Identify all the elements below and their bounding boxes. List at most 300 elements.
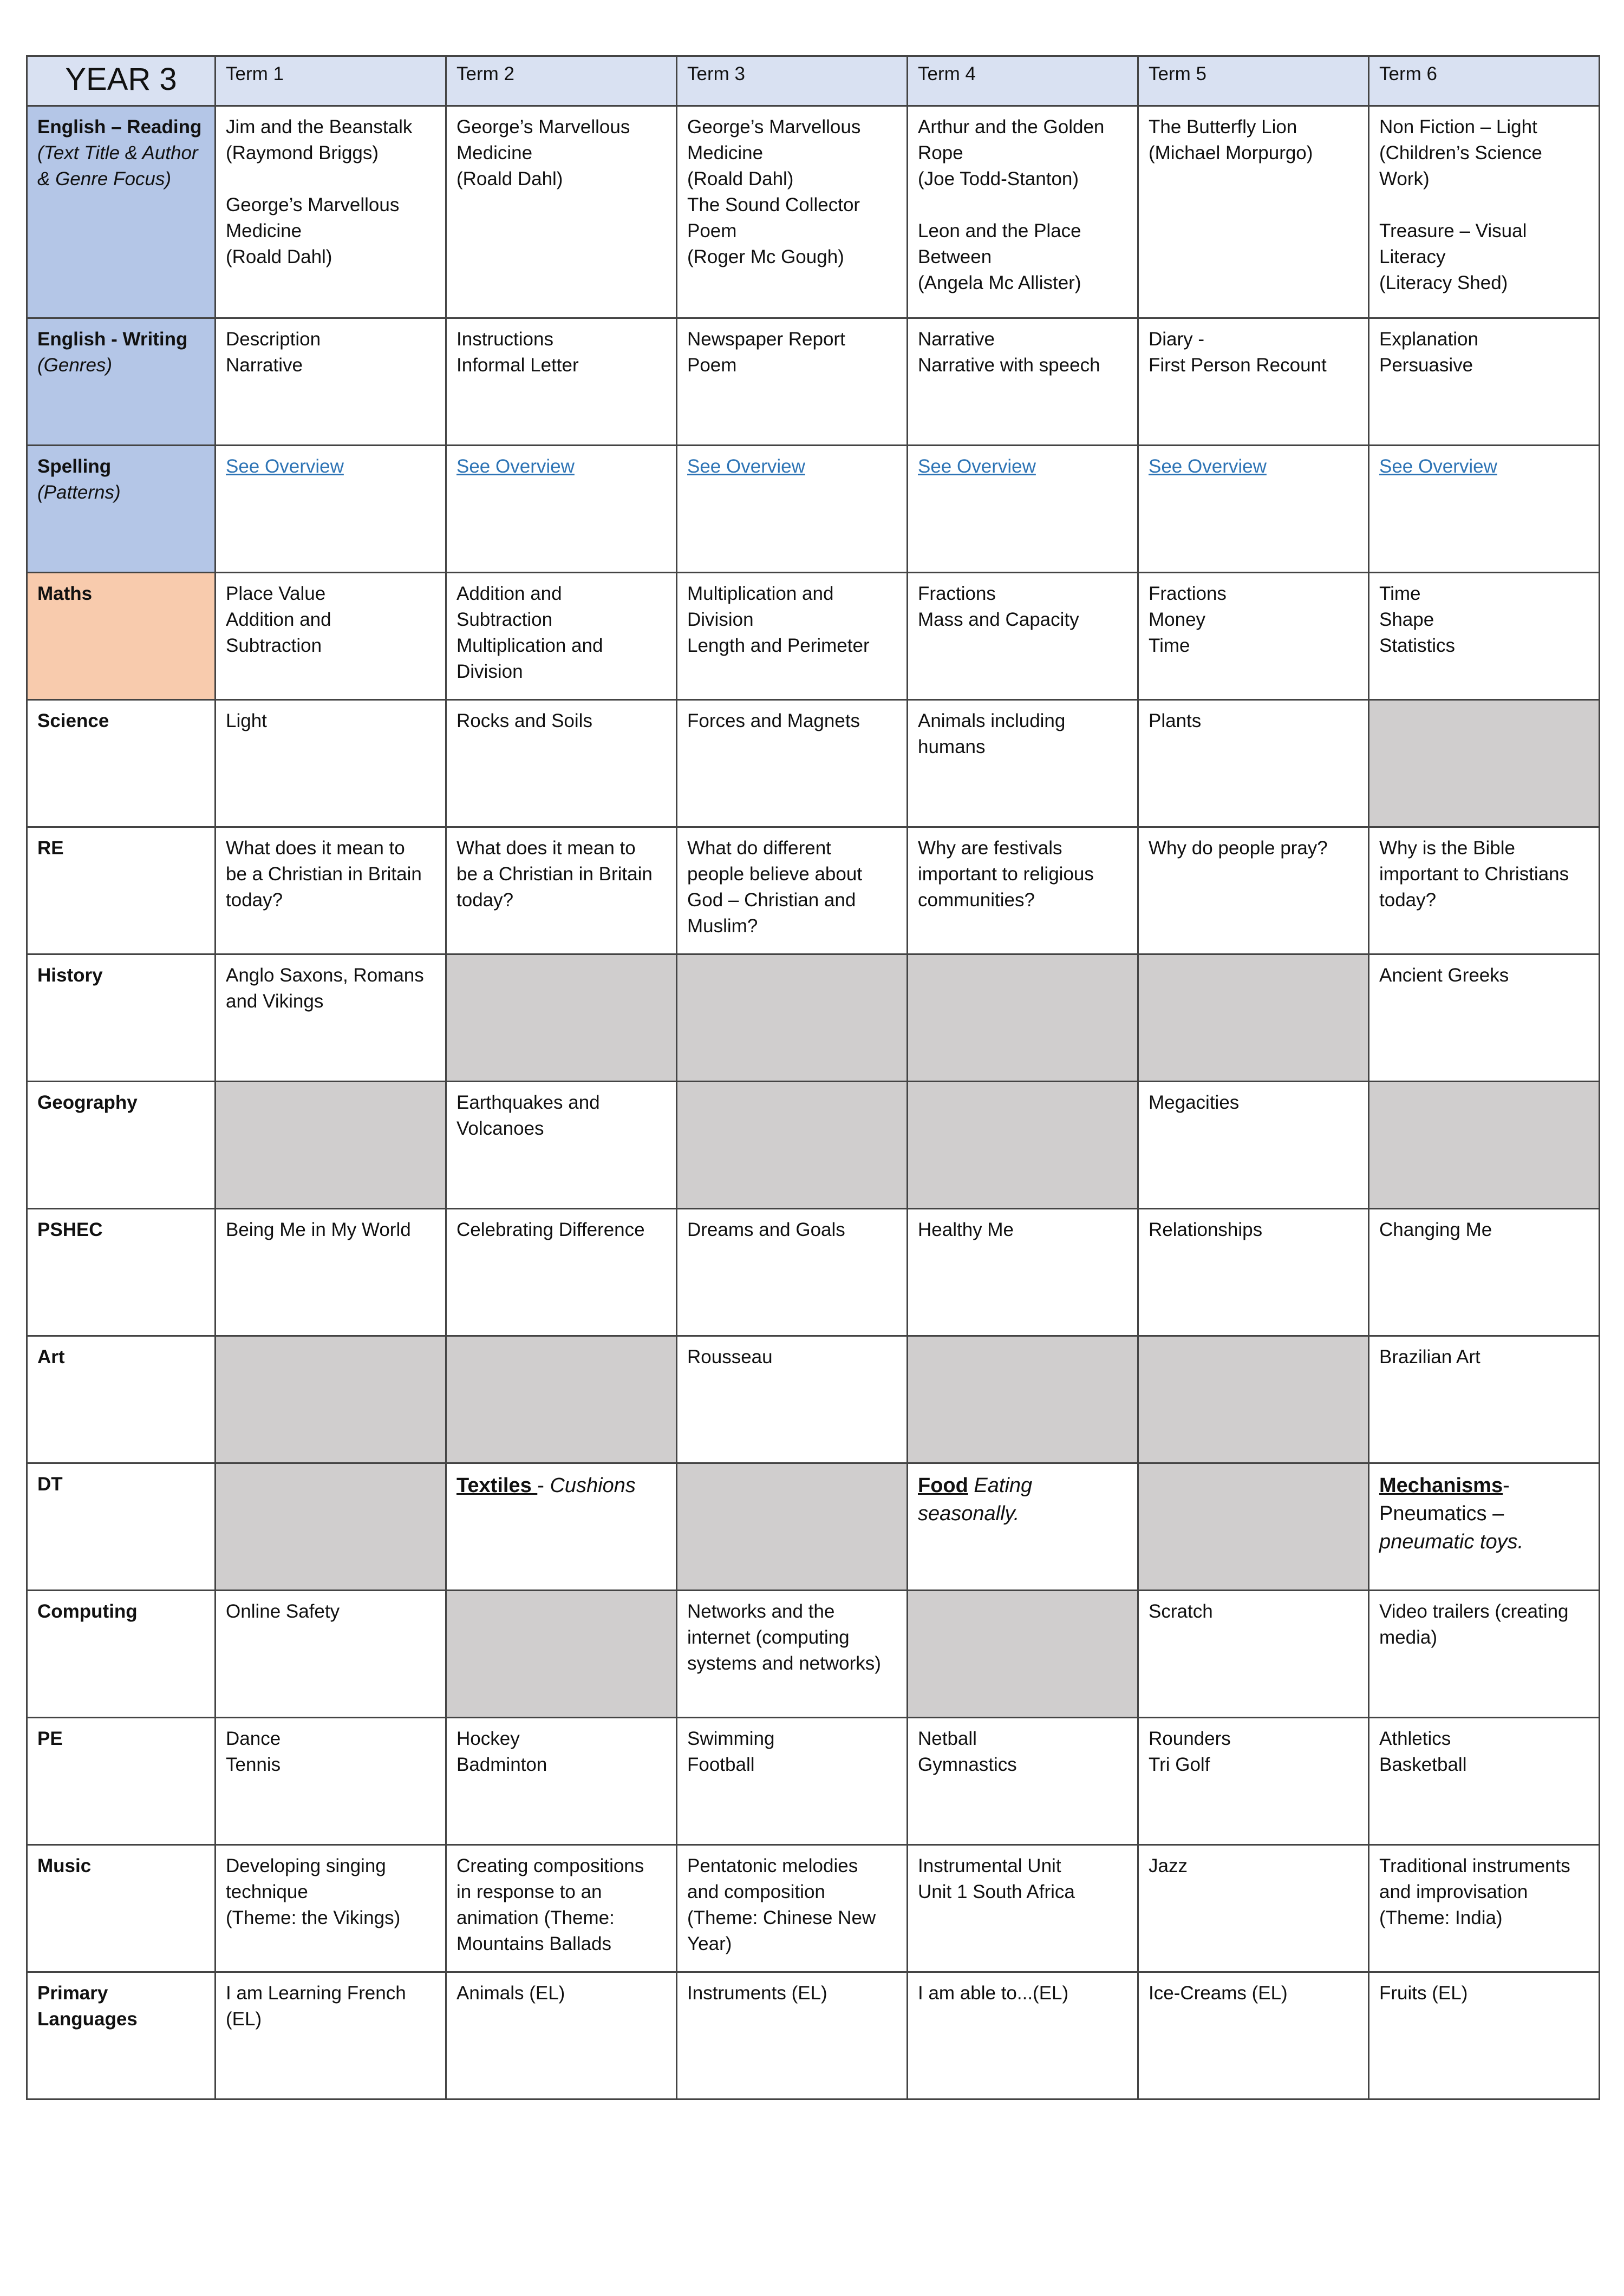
- cell-text-line: Gymnastics: [918, 1754, 1017, 1775]
- row-maths: [27, 573, 1600, 700]
- cell-text-line: Rocks and Soils: [456, 710, 592, 731]
- subject-note: (Genres): [37, 355, 113, 376]
- cell-history-term-4: [908, 954, 1138, 1082]
- cell-text-line: (Roald Dahl): [687, 168, 794, 189]
- cell-maths-term-5: [1138, 573, 1369, 700]
- dt-topic: Mechanisms: [1379, 1474, 1503, 1497]
- cell-spelling-term-4: [908, 446, 1138, 573]
- cell-text-line: God – Christian and: [687, 889, 856, 911]
- subject-music: [27, 1845, 216, 1972]
- cell-history-term-6: [1369, 954, 1600, 1082]
- cell-primary-languages-term-2: [446, 1972, 677, 2099]
- cell-text-line: (Theme: the Vikings): [226, 1907, 401, 1928]
- cell-dt-term-2: [446, 1463, 677, 1591]
- cell-pshec-term-1: [216, 1209, 446, 1336]
- cell-text-line: Rope: [918, 142, 963, 163]
- see-overview-link[interactable]: See Overview: [1149, 456, 1267, 477]
- cell-text-line: Non Fiction – Light: [1379, 116, 1537, 138]
- cell-text-line: The Butterfly Lion: [1149, 116, 1297, 138]
- cell-art-term-2: [446, 1336, 677, 1463]
- subject-label: RE: [37, 838, 64, 859]
- cell-text-line: humans: [918, 736, 986, 757]
- dt-project: Cushions: [550, 1474, 636, 1497]
- cell-text-line: Medicine: [687, 142, 764, 163]
- cell-primary-languages-term-3: [677, 1972, 908, 2099]
- cell-text-line: Narrative: [226, 355, 303, 376]
- cell-pe-term-6: [1369, 1718, 1600, 1845]
- subject-maths: [27, 573, 216, 700]
- cell-maths-term-6: [1369, 573, 1600, 700]
- cell-english-writing-term-1: [216, 318, 446, 446]
- cell-text-line: Badminton: [456, 1754, 547, 1775]
- row-history: [27, 954, 1600, 1082]
- cell-text-line: Mass and Capacity: [918, 609, 1079, 630]
- cell-text-line: Time: [1149, 635, 1190, 656]
- cell-geography-term-2: [446, 1082, 677, 1209]
- subject-label: Spelling: [37, 456, 112, 477]
- cell-text-line: Ancient Greeks: [1379, 965, 1509, 986]
- cell-text-line: Leon and the Place: [918, 220, 1081, 241]
- cell-text-line: Changing Me: [1379, 1219, 1492, 1240]
- cell-text-line: Ice-Creams (EL): [1149, 1983, 1288, 2004]
- cell-computing-term-6: [1369, 1591, 1600, 1718]
- row-dt: [27, 1463, 1600, 1591]
- cell-art-term-1: [216, 1336, 446, 1463]
- subject-label: DT: [37, 1474, 63, 1495]
- cell-text-line: Subtraction: [226, 635, 322, 656]
- cell-pshec-term-2: [446, 1209, 677, 1336]
- cell-text-line: Multiplication and: [456, 635, 603, 656]
- cell-text-line: animation (Theme:: [456, 1907, 615, 1928]
- cell-re-term-1: [216, 827, 446, 954]
- cell-text-line: communities?: [918, 889, 1035, 911]
- cell-text-line: Fractions: [1149, 583, 1227, 604]
- cell-text-line: Literacy: [1379, 246, 1446, 267]
- cell-text-line: Athletics: [1379, 1728, 1451, 1749]
- cell-text-line: The Sound Collector: [687, 194, 860, 215]
- cell-text-line: Addition and: [226, 609, 331, 630]
- cell-text-line: Division: [456, 661, 523, 682]
- dt-separator: [968, 1474, 974, 1497]
- row-re: [27, 827, 1600, 954]
- cell-text-line: today?: [1379, 889, 1437, 911]
- row-english-writing: [27, 318, 1600, 446]
- cell-text-line: Light: [226, 710, 267, 731]
- subject-note: (Patterns): [37, 482, 121, 503]
- cell-text-line: What does it mean to: [456, 838, 636, 859]
- cell-english-reading-term-2: [446, 106, 677, 318]
- cell-text-line: Being Me in My World: [226, 1219, 411, 1240]
- dt-project: Eating seasonally.: [918, 1474, 1033, 1525]
- cell-dt-term-3: [677, 1463, 908, 1591]
- cell-text-line: Instructions: [456, 329, 553, 350]
- cell-text-line: Statistics: [1379, 635, 1456, 656]
- subject-english-writing: [27, 318, 216, 446]
- cell-text-line: Anglo Saxons, Romans: [226, 965, 424, 986]
- cell-text-line: Earthquakes and: [456, 1092, 600, 1113]
- see-overview-link[interactable]: See Overview: [226, 456, 344, 477]
- cell-maths-term-2: [446, 573, 677, 700]
- cell-primary-languages-term-4: [908, 1972, 1138, 2099]
- cell-text-line: I am Learning French: [226, 1983, 406, 2004]
- cell-text-line: Celebrating Difference: [456, 1219, 645, 1240]
- cell-text-line: (EL): [226, 2009, 262, 2030]
- row-geography: [27, 1082, 1600, 1209]
- cell-maths-term-4: [908, 573, 1138, 700]
- cell-re-term-6: [1369, 827, 1600, 954]
- cell-english-reading-term-4: [908, 106, 1138, 318]
- cell-text-line: George’s Marvellous: [687, 116, 861, 138]
- see-overview-link[interactable]: See Overview: [1379, 456, 1497, 477]
- cell-text-line: Rousseau: [687, 1346, 773, 1368]
- cell-text-line: Football: [687, 1754, 755, 1775]
- cell-text-line: Shape: [1379, 609, 1434, 630]
- cell-music-term-5: [1138, 1845, 1369, 1972]
- cell-text-line: Creating compositions: [456, 1855, 644, 1876]
- cell-text-line: What does it mean to: [226, 838, 405, 859]
- cell-text-line: Work): [1379, 168, 1430, 189]
- row-science: [27, 700, 1600, 827]
- cell-text-line: (Theme: India): [1379, 1907, 1503, 1928]
- cell-text-line: Poem: [687, 220, 737, 241]
- term-5-heading: Term 5: [1138, 56, 1369, 106]
- cell-pshec-term-5: [1138, 1209, 1369, 1336]
- cell-geography-term-1: [216, 1082, 446, 1209]
- cell-science-term-5: [1138, 700, 1369, 827]
- cell-text-line: Unit 1 South Africa: [918, 1881, 1075, 1902]
- cell-text-line: (Children’s Science: [1379, 142, 1542, 163]
- cell-text-line: important to religious: [918, 864, 1094, 885]
- cell-english-writing-term-6: [1369, 318, 1600, 446]
- cell-science-term-1: [216, 700, 446, 827]
- cell-re-term-4: [908, 827, 1138, 954]
- cell-text-line: important to Christians: [1379, 864, 1569, 885]
- dt-separator: - Pneumatics –: [1379, 1474, 1510, 1525]
- cell-english-reading-term-3: [677, 106, 908, 318]
- cell-pshec-term-4: [908, 1209, 1138, 1336]
- cell-spelling-term-6: [1369, 446, 1600, 573]
- cell-maths-term-1: [216, 573, 446, 700]
- cell-re-term-2: [446, 827, 677, 954]
- cell-text-line: Division: [687, 609, 754, 630]
- cell-computing-term-5: [1138, 1591, 1369, 1718]
- cell-text-line: Rounders: [1149, 1728, 1231, 1749]
- subject-history: [27, 954, 216, 1082]
- cell-text-line: (Roger Mc Gough): [687, 246, 844, 267]
- cell-science-term-6: [1369, 700, 1600, 827]
- cell-primary-languages-term-5: [1138, 1972, 1369, 2099]
- cell-text-line: Time: [1379, 583, 1421, 604]
- cell-text-line: Netball: [918, 1728, 977, 1749]
- cell-text-line: and composition: [687, 1881, 825, 1902]
- cell-pe-term-4: [908, 1718, 1138, 1845]
- see-overview-link[interactable]: See Overview: [456, 456, 575, 477]
- cell-text-line: (Theme: Chinese New: [687, 1907, 876, 1928]
- subject-label: Geography: [37, 1092, 138, 1113]
- cell-spelling-term-2: [446, 446, 677, 573]
- cell-music-term-1: [216, 1845, 446, 1972]
- cell-text-line: Explanation: [1379, 329, 1478, 350]
- cell-text-line: be a Christian in Britain: [456, 864, 653, 885]
- cell-computing-term-2: [446, 1591, 677, 1718]
- cell-text-line: What do different: [687, 838, 831, 859]
- cell-text-line: today?: [226, 889, 283, 911]
- cell-text-line: Video trailers (creating: [1379, 1601, 1569, 1622]
- term-6-heading: Term 6: [1369, 56, 1600, 106]
- cell-text-line: Animals (EL): [456, 1983, 565, 2004]
- spacer: [1379, 192, 1589, 218]
- cell-text-line: Instruments (EL): [687, 1983, 827, 2004]
- cell-text-line: Informal Letter: [456, 355, 579, 376]
- cell-text-line: Place Value: [226, 583, 326, 604]
- cell-spelling-term-5: [1138, 446, 1369, 573]
- cell-text-line: Description: [226, 329, 321, 350]
- cell-text-line: Brazilian Art: [1379, 1346, 1480, 1368]
- cell-text-line: Relationships: [1149, 1219, 1263, 1240]
- subject-note: (Text Title & Author & Genre Focus): [37, 142, 198, 189]
- cell-spelling-term-3: [677, 446, 908, 573]
- cell-text-line: Treasure – Visual: [1379, 220, 1527, 241]
- cell-text-line: Dreams and Goals: [687, 1219, 845, 1240]
- cell-text-line: Traditional instruments: [1379, 1855, 1570, 1876]
- cell-text-line: George’s Marvellous: [456, 116, 630, 138]
- see-overview-link[interactable]: See Overview: [918, 456, 1036, 477]
- cell-primary-languages-term-1: [216, 1972, 446, 2099]
- cell-text-line: (Raymond Briggs): [226, 142, 379, 163]
- cell-geography-term-4: [908, 1082, 1138, 1209]
- cell-maths-term-3: [677, 573, 908, 700]
- cell-science-term-4: [908, 700, 1138, 827]
- cell-text-line: (Roald Dahl): [226, 246, 332, 267]
- cell-text-line: in response to an: [456, 1881, 602, 1902]
- cell-text-line: Medicine: [456, 142, 533, 163]
- dt-topic: Textiles: [456, 1474, 538, 1497]
- cell-text-line: Narrative: [918, 329, 995, 350]
- cell-text-line: internet (computing: [687, 1627, 850, 1648]
- cell-geography-term-6: [1369, 1082, 1600, 1209]
- cell-text-line: Length and Perimeter: [687, 635, 870, 656]
- cell-music-term-2: [446, 1845, 677, 1972]
- subject-label: Maths: [37, 583, 93, 604]
- cell-pe-term-2: [446, 1718, 677, 1845]
- cell-re-term-3: [677, 827, 908, 954]
- cell-text-line: Animals including: [918, 710, 1066, 731]
- cell-science-term-2: [446, 700, 677, 827]
- header-row: [27, 56, 1600, 106]
- cell-computing-term-1: [216, 1591, 446, 1718]
- dt-topic: Food: [918, 1474, 968, 1497]
- cell-text-line: Why are festivals: [918, 838, 1062, 859]
- subject-pe: [27, 1718, 216, 1845]
- cell-text-line: systems and networks): [687, 1653, 881, 1674]
- cell-geography-term-5: [1138, 1082, 1369, 1209]
- cell-text-line: Volcanoes: [456, 1118, 544, 1139]
- subject-label: History: [37, 965, 103, 986]
- cell-text-line: people believe about: [687, 864, 863, 885]
- term-1-heading: Term 1: [216, 56, 446, 106]
- cell-text-line: I am able to...(EL): [918, 1983, 1069, 2004]
- cell-text-line: Tennis: [226, 1754, 281, 1775]
- spacer: [918, 192, 1127, 218]
- cell-text-line: (Joe Todd-Stanton): [918, 168, 1079, 189]
- row-spelling: [27, 446, 1600, 573]
- cell-pe-term-5: [1138, 1718, 1369, 1845]
- cell-pe-term-1: [216, 1718, 446, 1845]
- subject-label: Primary Languages: [37, 1983, 138, 2030]
- cell-music-term-4: [908, 1845, 1138, 1972]
- cell-art-term-5: [1138, 1336, 1369, 1463]
- cell-dt-term-5: [1138, 1463, 1369, 1591]
- see-overview-link[interactable]: See Overview: [687, 456, 805, 477]
- cell-text-line: Jazz: [1149, 1855, 1188, 1876]
- cell-text-line: Fruits (EL): [1379, 1983, 1468, 2004]
- cell-text-line: Basketball: [1379, 1754, 1467, 1775]
- cell-primary-languages-term-6: [1369, 1972, 1600, 2099]
- subject-spelling: [27, 446, 216, 573]
- cell-text-line: Fractions: [918, 583, 996, 604]
- cell-text-line: Persuasive: [1379, 355, 1473, 376]
- row-computing: [27, 1591, 1600, 1718]
- cell-text-line: Between: [918, 246, 992, 267]
- subject-pshec: [27, 1209, 216, 1336]
- cell-art-term-3: [677, 1336, 908, 1463]
- cell-text-line: (Michael Morpurgo): [1149, 142, 1313, 163]
- cell-pshec-term-6: [1369, 1209, 1600, 1336]
- cell-text-line: (Roald Dahl): [456, 168, 563, 189]
- row-pe: [27, 1718, 1600, 1845]
- cell-text-line: Subtraction: [456, 609, 553, 630]
- subject-label: Computing: [37, 1601, 138, 1622]
- cell-text-line: Addition and: [456, 583, 562, 604]
- subject-dt: [27, 1463, 216, 1591]
- row-primary-languages: [27, 1972, 1600, 2099]
- cell-text-line: and improvisation: [1379, 1881, 1528, 1902]
- cell-text-line: Hockey: [456, 1728, 520, 1749]
- subject-geography: [27, 1082, 216, 1209]
- cell-english-reading-term-5: [1138, 106, 1369, 318]
- cell-text-line: Multiplication and: [687, 583, 834, 604]
- row-music: [27, 1845, 1600, 1972]
- subject-label: Art: [37, 1346, 65, 1368]
- year-heading: YEAR 3: [27, 56, 216, 106]
- cell-art-term-4: [908, 1336, 1138, 1463]
- subject-label: Music: [37, 1855, 92, 1876]
- cell-text-line: Developing singing: [226, 1855, 386, 1876]
- subject-label: PSHEC: [37, 1219, 103, 1240]
- cell-text-line: Diary -: [1149, 329, 1205, 350]
- subject-primary-languages: [27, 1972, 216, 2099]
- cell-text-line: Tri Golf: [1149, 1754, 1210, 1775]
- cell-english-reading-term-1: [216, 106, 446, 318]
- subject-art: [27, 1336, 216, 1463]
- cell-text-line: Money: [1149, 609, 1206, 630]
- cell-text-line: and Vikings: [226, 991, 324, 1012]
- cell-text-line: technique: [226, 1881, 308, 1902]
- cell-text-line: Medicine: [226, 220, 302, 241]
- spacer: [226, 166, 435, 192]
- cell-geography-term-3: [677, 1082, 908, 1209]
- cell-computing-term-4: [908, 1591, 1138, 1718]
- cell-music-term-6: [1369, 1845, 1600, 1972]
- cell-pe-term-3: [677, 1718, 908, 1845]
- cell-text-line: Why is the Bible: [1379, 838, 1515, 859]
- cell-text-line: Muslim?: [687, 915, 758, 937]
- cell-history-term-2: [446, 954, 677, 1082]
- cell-history-term-3: [677, 954, 908, 1082]
- cell-english-reading-term-6: [1369, 106, 1600, 318]
- row-english-reading: [27, 106, 1600, 318]
- cell-text-line: Pentatonic melodies: [687, 1855, 858, 1876]
- cell-english-writing-term-2: [446, 318, 677, 446]
- cell-english-writing-term-5: [1138, 318, 1369, 446]
- subject-re: [27, 827, 216, 954]
- cell-spelling-term-1: [216, 446, 446, 573]
- cell-text-line: media): [1379, 1627, 1437, 1648]
- term-2-heading: Term 2: [446, 56, 677, 106]
- cell-text-line: Dance: [226, 1728, 281, 1749]
- cell-text-line: Year): [687, 1933, 732, 1954]
- cell-text-line: Networks and the: [687, 1601, 835, 1622]
- cell-pshec-term-3: [677, 1209, 908, 1336]
- cell-music-term-3: [677, 1845, 908, 1972]
- cell-dt-term-4: [908, 1463, 1138, 1591]
- subject-label: English – Reading: [37, 116, 202, 138]
- cell-text-line: Megacities: [1149, 1092, 1240, 1113]
- cell-history-term-5: [1138, 954, 1369, 1082]
- row-art: [27, 1336, 1600, 1463]
- subject-label: Science: [37, 710, 109, 731]
- subject-computing: [27, 1591, 216, 1718]
- subject-label: English - Writing: [37, 329, 188, 350]
- cell-text-line: Why do people pray?: [1149, 838, 1328, 859]
- cell-text-line: Poem: [687, 355, 737, 376]
- subject-english-reading: [27, 106, 216, 318]
- cell-art-term-6: [1369, 1336, 1600, 1463]
- cell-text-line: Healthy Me: [918, 1219, 1014, 1240]
- cell-english-writing-term-3: [677, 318, 908, 446]
- cell-text-line: Mountains Ballads: [456, 1933, 611, 1954]
- cell-text-line: (Literacy Shed): [1379, 272, 1508, 293]
- cell-re-term-5: [1138, 827, 1369, 954]
- cell-dt-term-6: [1369, 1463, 1600, 1591]
- cell-text-line: Scratch: [1149, 1601, 1213, 1622]
- cell-computing-term-3: [677, 1591, 908, 1718]
- cell-text-line: Forces and Magnets: [687, 710, 860, 731]
- dt-project: pneumatic toys.: [1379, 1530, 1524, 1553]
- term-3-heading: Term 3: [677, 56, 908, 106]
- cell-text-line: (Angela Mc Allister): [918, 272, 1081, 293]
- cell-text-line: Swimming: [687, 1728, 775, 1749]
- curriculum-table: [26, 55, 1600, 2100]
- dt-separator: -: [537, 1474, 550, 1497]
- cell-text-line: be a Christian in Britain: [226, 864, 422, 885]
- cell-text-line: George’s Marvellous: [226, 194, 400, 215]
- cell-science-term-3: [677, 700, 908, 827]
- subject-label: PE: [37, 1728, 63, 1749]
- cell-text-line: Jim and the Beanstalk: [226, 116, 413, 138]
- cell-text-line: Plants: [1149, 710, 1202, 731]
- term-4-heading: Term 4: [908, 56, 1138, 106]
- cell-english-writing-term-4: [908, 318, 1138, 446]
- cell-text-line: today?: [456, 889, 514, 911]
- subject-science: [27, 700, 216, 827]
- cell-dt-term-1: [216, 1463, 446, 1591]
- cell-text-line: First Person Recount: [1149, 355, 1327, 376]
- cell-history-term-1: [216, 954, 446, 1082]
- cell-text-line: Newspaper Report: [687, 329, 845, 350]
- row-pshec: [27, 1209, 1600, 1336]
- cell-text-line: Instrumental Unit: [918, 1855, 1061, 1876]
